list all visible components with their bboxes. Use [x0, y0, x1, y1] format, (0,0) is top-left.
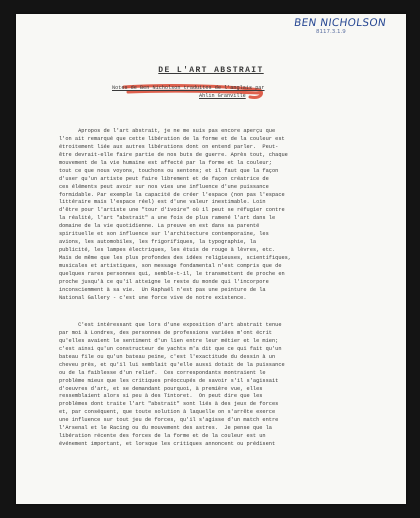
- paragraph-line: formidable. Par exemple la capacité de créer l'espace (non pas l'espace: [59, 191, 285, 198]
- paragraph-line: l'Arsenal et le Racing ou du mouvement des astres. Je pense que la: [59, 425, 272, 432]
- paragraph-line: mouvement de la vie humaine est affecté par la forme et la couleur;: [59, 159, 272, 166]
- paragraph-line: proche jusqu'à ce qu'il atteigne le reste du monde qui l'incorpore: [59, 278, 269, 285]
- paragraph-line: libération récente des forces de la forme et de la couleur est un: [59, 433, 266, 440]
- paragraph-line: être devrait-elle faire partie de nos buts de guerre. Après tout, chaque: [59, 151, 288, 158]
- paragraph-line: qu'elles avaient le sentiment d'un lien entre leur métier et le mien;: [59, 337, 279, 344]
- paragraph-1: [59, 128, 394, 303]
- paragraph-line: National Gallery - c'est une force vive de notre existence.: [59, 294, 247, 301]
- paragraph-line: d'être pour l'artiste une "tour d'ivoire" où il peut se réfugier contre: [59, 207, 285, 214]
- paragraph-line: tout ce que nous voyons, touchons ou sentons; et il faut que la façon: [59, 167, 279, 174]
- paragraph-line: littéraire mais l'espace réel) est d'une valeur inestimable. Loin: [59, 199, 266, 206]
- paragraph-line: l'on ait remarqué que cette libération de la forme et de la couleur est: [59, 135, 285, 142]
- paragraph-line: publicité, les lampes électriques, les étuis de rouge à lèvres, etc.: [59, 247, 276, 254]
- paragraph-line: la réalité, l'art "abstrait" a une fois de plus ramené l'art dans le: [59, 215, 276, 222]
- paragraph-line: ces éléments peut avoir sur nos vies une influence d'une puissance: [59, 183, 269, 190]
- document-page: [16, 14, 406, 504]
- paragraph-line: C'est intéressant que lors d'une exposition d'art abstrait tenue: [59, 322, 282, 328]
- paragraph-line: domaine de la vie quotidienne. La preuve en est dans sa parenté: [59, 223, 260, 230]
- document-title: DE L'ART ABSTRAIT: [158, 66, 264, 75]
- paragraph-line: cheveu près, et qu'il lui semblait qu'elle aussi dotait de la puissance: [59, 361, 285, 368]
- paragraph-line: et, par conséquent, que toute solution à laquelle on s'arrête exerce: [59, 409, 276, 416]
- paragraph-2: [59, 322, 394, 449]
- paragraph-line: d'oeuvres d'art, et se demandant pourquoi, à première vue, elles: [59, 385, 263, 392]
- paragraph-line: quelques rares personnes qui, semble-t-il, le transmettent de proche en: [59, 270, 285, 277]
- paragraph-line: ressemblaient alors si peu à des Tintoret. On peut dire que les: [59, 393, 263, 400]
- paragraph-line: Apropos de l'art abstrait, je ne me suis pas encore aperçu que: [59, 128, 276, 134]
- paragraph-line: inconsciemment à sa vie. Un Raphaël n'est pas une peinture de la: [59, 286, 266, 293]
- paragraph-line: problème mieux que les critiques préoccupés de savoir s'il s'agissait: [59, 377, 279, 384]
- paragraph-line: musicales et artistiques, son message fondamental n'est compris que de: [59, 262, 282, 269]
- document-subtitle: Notes de Ben Nicholson traduites de l'anglais par: [112, 85, 265, 91]
- paragraph-line: étroitement liée aux autres libérations dont on entend parler. Peut-: [59, 143, 279, 150]
- paragraph-line: spirituelle et son influence sur l'architecture contemporaine, les: [59, 231, 269, 238]
- paragraph-line: c'est ainsi qu'un constructeur de yachts m'a dit que ce qui fait qu'un: [59, 345, 282, 352]
- paragraph-line: avions, les automobiles, les frigorifiques, la typographie, la: [59, 239, 257, 246]
- paragraph-line: une influence sur tout jeu de forces, qu'il s'agisse d'un match entre: [59, 417, 279, 424]
- paragraph-line: événement important, et lorsque les critiques annoncent ou prédisent: [59, 441, 276, 448]
- paragraph-line: d'user qu'un artiste peut faire librement et de façon créatrice de: [59, 175, 269, 182]
- paragraph-line: par moi à Londres, des personnes de professions variées m'ont écrit: [59, 329, 272, 336]
- paragraph-line: Mais de même que les plus profondes des idées religieuses, scientifiques,: [59, 255, 292, 261]
- translator-name: Ahlin Granville: [199, 93, 246, 99]
- handwritten-author-name: BEN NICHOLSON: [293, 17, 387, 29]
- paragraph-line: bateau file ou qu'un bateau peine, c'est l'exactitude du dessin à un: [59, 353, 276, 360]
- archive-number: 8117.3.1.9: [316, 29, 346, 35]
- paragraph-line: problèmes dont traite l'art "abstrait" sont liés à des jeux de forces: [59, 401, 279, 408]
- paragraph-line: ou de la faiblesse d'un relief. Ces correspondants montraient le: [59, 369, 266, 376]
